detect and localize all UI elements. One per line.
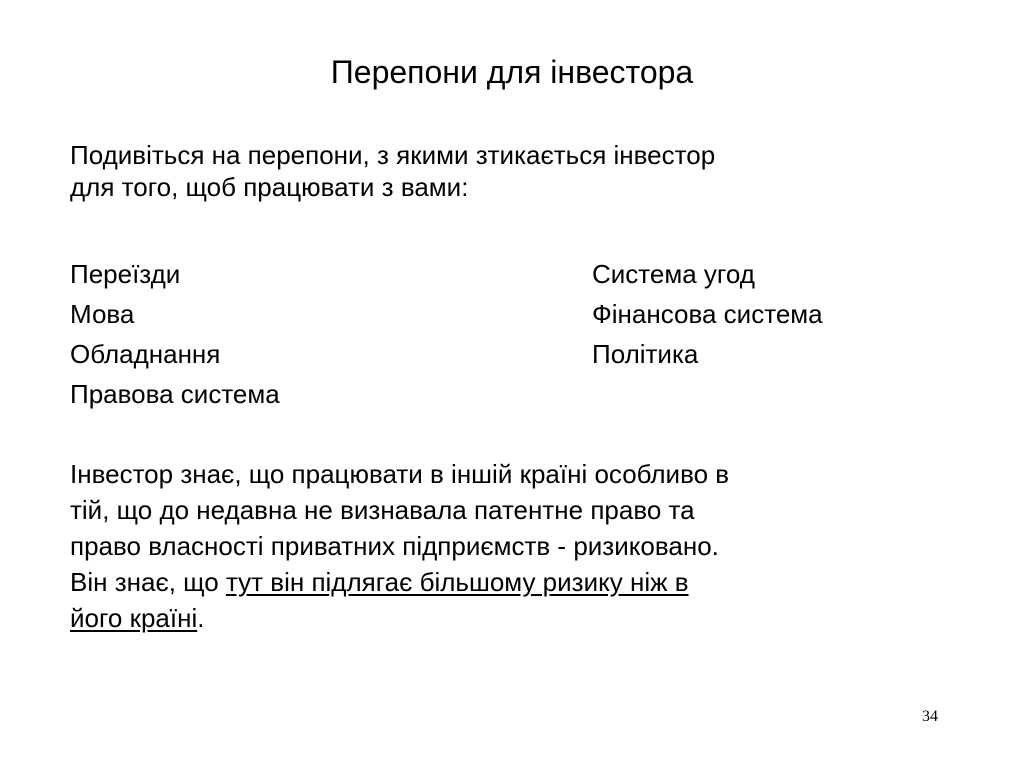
barriers-list-left xyxy=(70,254,280,414)
barrier-item: Політика xyxy=(592,339,699,369)
intro-line: Подивіться на перепони, з якими зтикається інвестор xyxy=(70,140,716,170)
page-number: 34 xyxy=(922,708,938,725)
intro-line: для того, щоб працювати з вами: xyxy=(70,172,469,202)
paragraph-line xyxy=(70,600,970,636)
slide-title: Перепони для інвестора xyxy=(330,54,694,90)
paragraph-text: Він знає, що xyxy=(70,567,226,597)
underlined-text: тут він підлягає більшому ризику ніж в xyxy=(225,567,689,597)
barrier-item: Система угод xyxy=(592,259,755,289)
underlined-text: його країні xyxy=(70,603,198,633)
paragraph-line xyxy=(70,564,970,600)
paragraph-line: право власності приватних підприємств - ризиковано. xyxy=(70,531,719,561)
barrier-item: Переїзди xyxy=(70,259,181,289)
paragraph-line: тій, що до недавна не визнавала патентне право та xyxy=(70,495,695,525)
barrier-item: Обладнання xyxy=(70,339,221,369)
barriers-list-right xyxy=(592,254,823,374)
barrier-item: Правова система xyxy=(70,379,280,409)
intro-text xyxy=(70,139,970,203)
barrier-item: Мова xyxy=(70,299,135,329)
risk-paragraph xyxy=(70,456,970,636)
paragraph-text: . xyxy=(197,603,205,633)
paragraph-line: Інвестор знає, що працювати в іншій країні особливо в xyxy=(70,459,730,489)
barrier-item: Фінансова система xyxy=(592,299,823,329)
